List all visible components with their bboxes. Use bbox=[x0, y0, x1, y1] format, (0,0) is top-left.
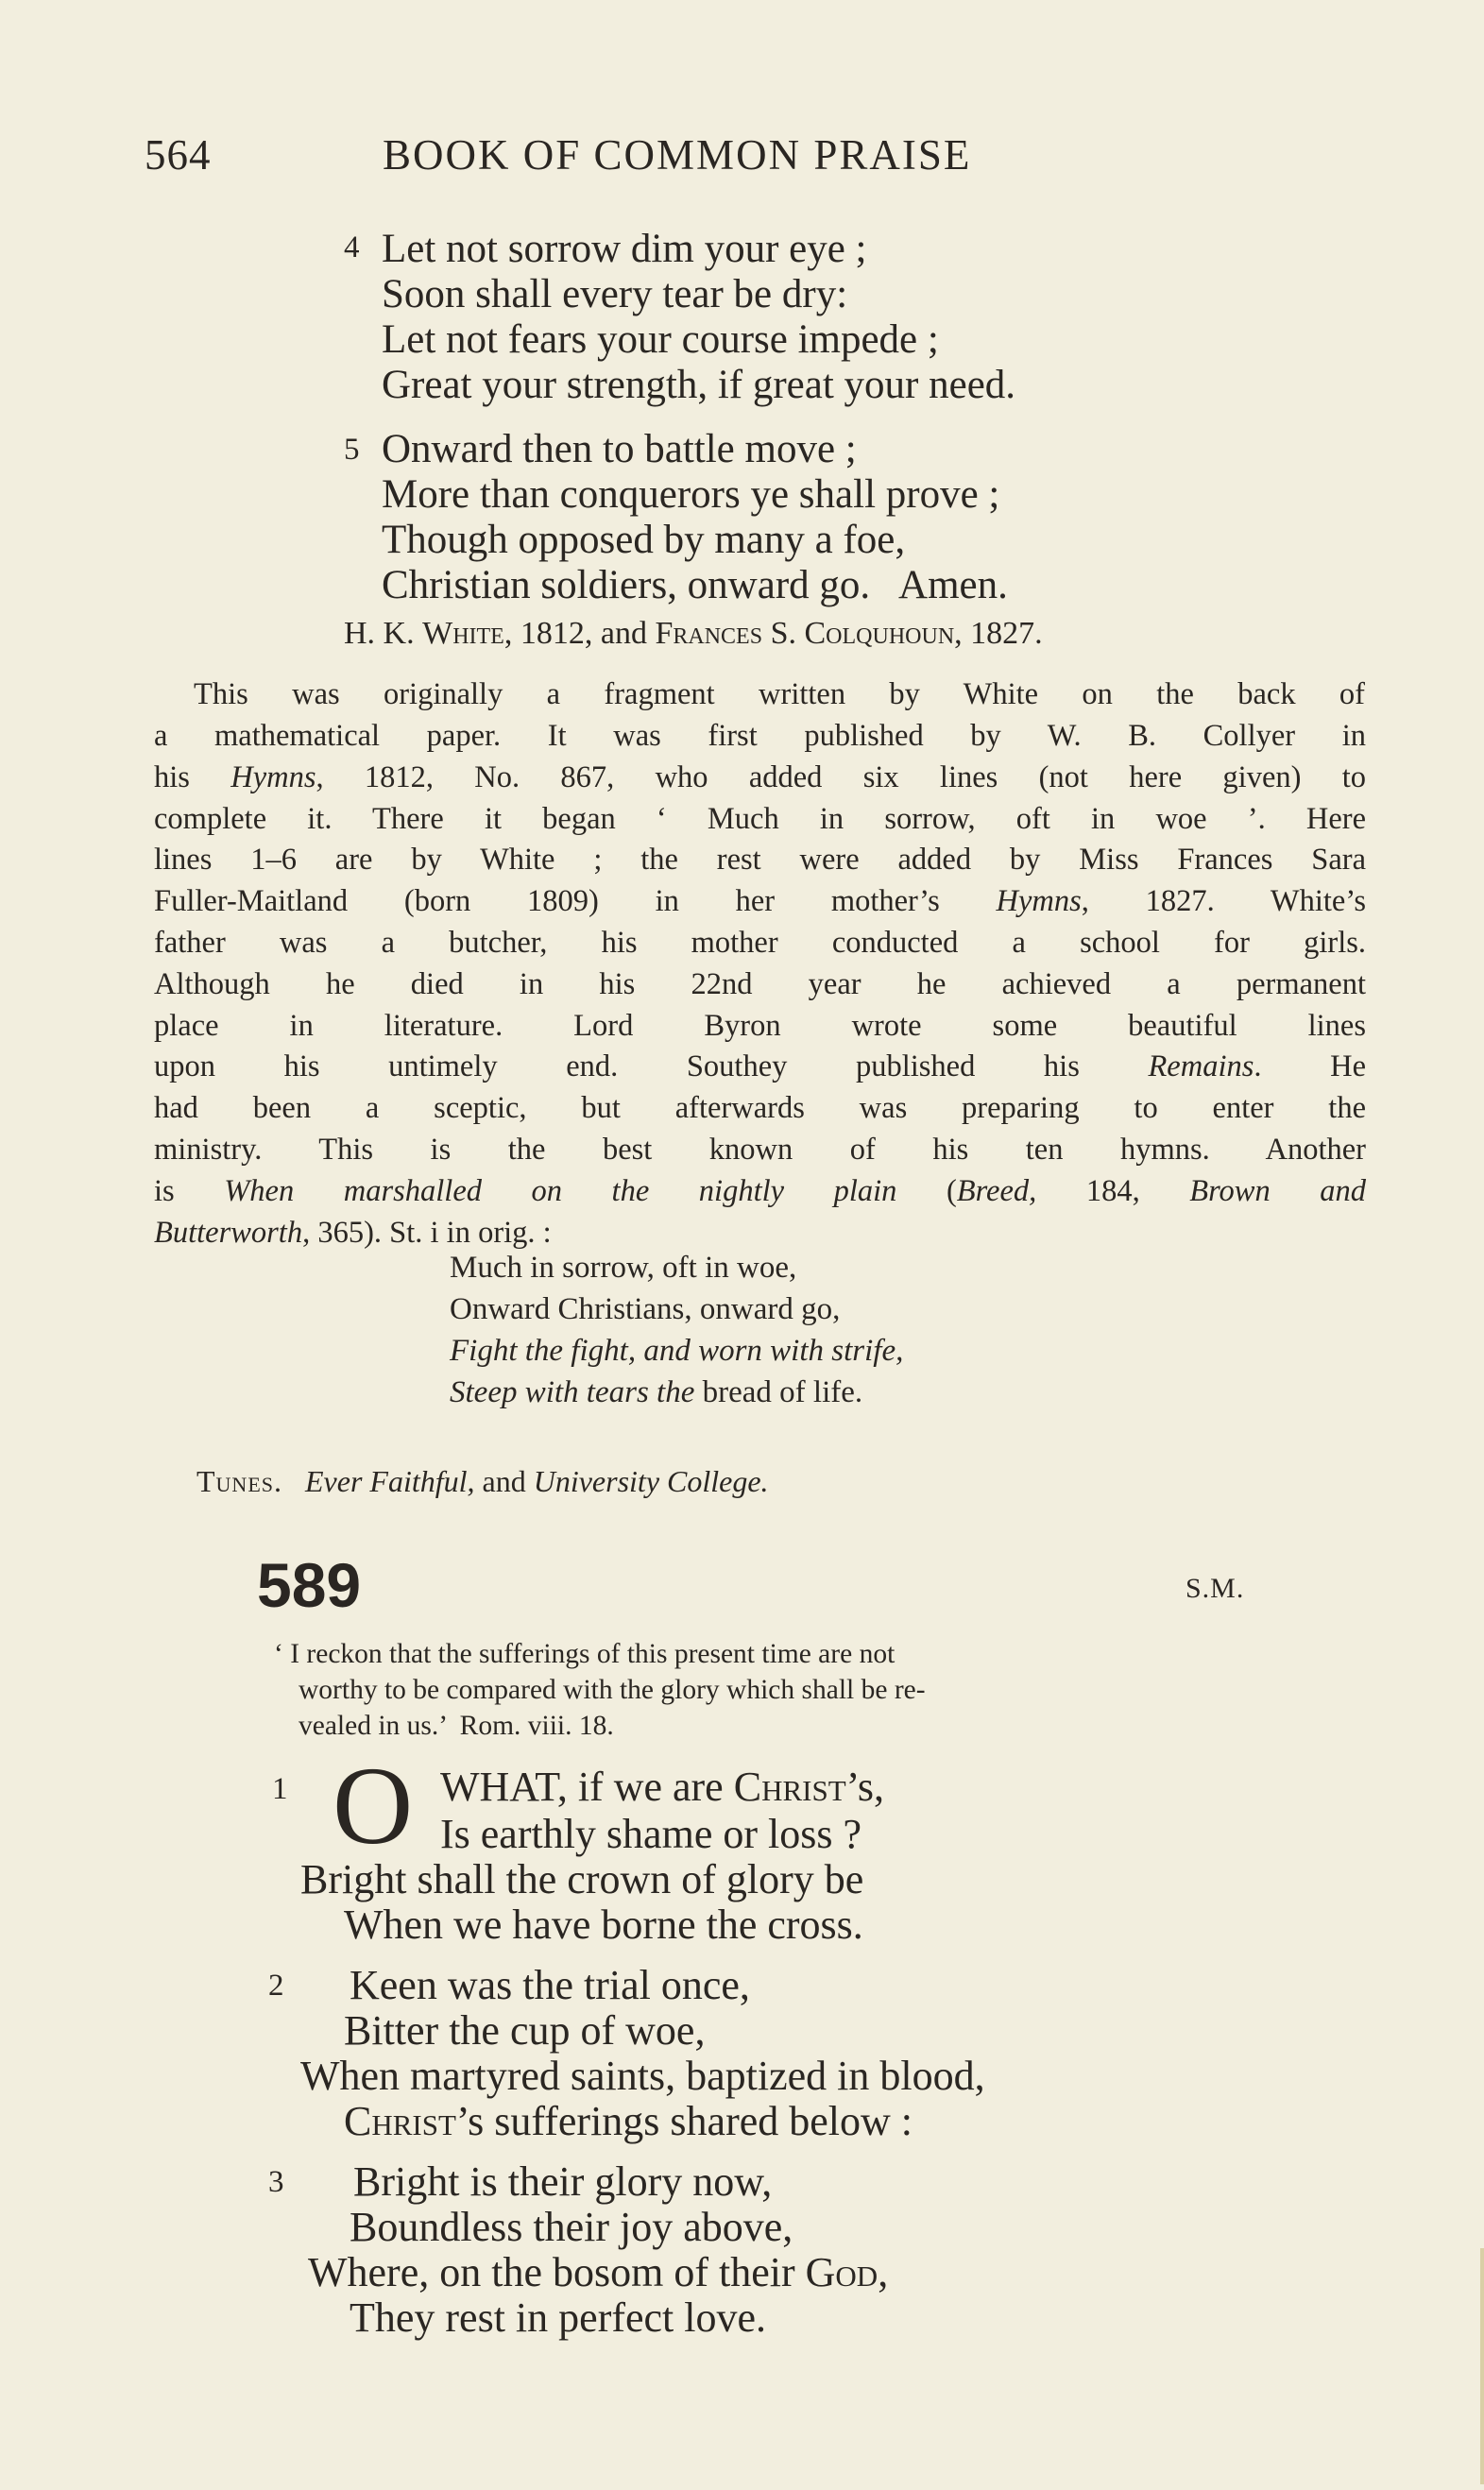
epigraph-line: worthy to be compared with the glory which shall be re- bbox=[299, 1675, 926, 1705]
verse-line: Bright shall the crown of glory be bbox=[300, 1856, 864, 1902]
note-paragraph-body bbox=[154, 716, 1366, 1254]
note-line: This was originally a fragment written by White on the back of bbox=[194, 677, 1365, 711]
verse-line: Onward then to battle move ; bbox=[382, 427, 857, 471]
note-line: complete it. There it began ‘ Much in sorrow, oft in woe ’. Here bbox=[154, 801, 1366, 836]
epigraph-line: ‘ I reckon that the sufferings of this present time are not bbox=[274, 1639, 896, 1669]
verse-line: Let not fears your course impede ; bbox=[382, 317, 939, 362]
epigraph-line: vealed in us.’ Rom. viii. 18. bbox=[299, 1711, 614, 1741]
note-line: Butterworth, 365). St. i in orig. : bbox=[154, 1215, 552, 1250]
note-line: upon his untimely end. Southey published his Remains. He bbox=[154, 1049, 1366, 1084]
note-line: a mathematical paper. It was first published by W. B. Collyer in bbox=[154, 719, 1366, 753]
attribution: H. K. White, 1812, and Frances S. Colquhoun, 1827. bbox=[344, 616, 1043, 651]
verse-line: They rest in perfect love. bbox=[350, 2294, 767, 2341]
verse-line: More than conquerors ye shall prove ; bbox=[382, 472, 1000, 517]
running-head: BOOK OF COMMON PRAISE bbox=[383, 131, 972, 179]
note-line: place in literature. Lord Byron wrote some beautiful lines bbox=[154, 1008, 1366, 1043]
page-number: 564 bbox=[145, 131, 212, 179]
verse-line: WHAT, if we are Christ’s, bbox=[440, 1764, 884, 1810]
orig-stanza-line: Steep with tears the bread of life. bbox=[450, 1375, 863, 1409]
note-line: lines 1–6 are by White ; the rest were added by Miss Frances Sara bbox=[154, 843, 1366, 878]
tunes-line: Tunes. Ever Faithful, and University College. bbox=[196, 1464, 769, 1498]
verse-line: When martyred saints, baptized in blood, bbox=[300, 2053, 985, 2099]
note-line: ministry. This is the best known of his ten hymns. Another bbox=[154, 1132, 1366, 1167]
note-line: Fuller-Maitland (born 1809) in her mother’s Hymns, 1827. White’s bbox=[154, 884, 1367, 919]
verse-line: Is earthly shame or loss ? bbox=[440, 1811, 861, 1857]
verse-line: Though opposed by many a foe, bbox=[382, 518, 906, 562]
note-line: father was a butcher, his mother conducted a school for girls. bbox=[154, 925, 1366, 960]
note-line: is When marshalled on the nightly plain (Breed, 184, Brown and bbox=[154, 1173, 1366, 1208]
drop-cap-letter: O bbox=[333, 1744, 414, 1868]
verse-line: When we have borne the cross. bbox=[344, 1902, 863, 1948]
verse-line: Christian soldiers, onward go. Amen. bbox=[382, 563, 1008, 607]
stanza-number: 3 bbox=[268, 2165, 284, 2199]
orig-stanza-line: Onward Christians, onward go, bbox=[450, 1292, 841, 1326]
verse-line: Great your strength, if great your need. bbox=[382, 363, 1016, 407]
note-line: Although he died in his 22nd year he achieved a permanent bbox=[154, 966, 1366, 1001]
verse-line: Soon shall every tear be dry: bbox=[382, 272, 848, 316]
verse-line: Where, on the bosom of their God, bbox=[308, 2249, 889, 2295]
verse-line: Keen was the trial once, bbox=[350, 1962, 750, 2008]
verse-line: Bitter the cup of woe, bbox=[344, 2007, 706, 2054]
stanza-number: 5 bbox=[344, 433, 360, 467]
verse-line: Let not sorrow dim your eye ; bbox=[382, 227, 867, 271]
orig-stanza-line: Much in sorrow, oft in woe, bbox=[450, 1251, 797, 1285]
note-paragraph bbox=[194, 674, 1365, 716]
verse-line: Boundless their joy above, bbox=[350, 2204, 793, 2250]
page-edge bbox=[1480, 2248, 1484, 2484]
stanza-number: 1 bbox=[272, 1772, 288, 1806]
verse-line: Bright is their glory now, bbox=[353, 2158, 773, 2205]
verse-line: Christ’s sufferings shared below : bbox=[344, 2098, 913, 2144]
stanza-number: 4 bbox=[344, 230, 360, 264]
hymn-meter: S.M. bbox=[1185, 1573, 1245, 1604]
note-line: his Hymns, 1812, No. 867, who added six lines (not here given) to bbox=[154, 759, 1366, 794]
note-line: had been a sceptic, but afterwards was preparing to enter the bbox=[154, 1091, 1366, 1126]
stanza-number: 2 bbox=[268, 1969, 284, 2003]
hymn-number: 589 bbox=[257, 1550, 362, 1620]
orig-stanza-line: Fight the fight, and worn with strife, bbox=[450, 1334, 904, 1368]
